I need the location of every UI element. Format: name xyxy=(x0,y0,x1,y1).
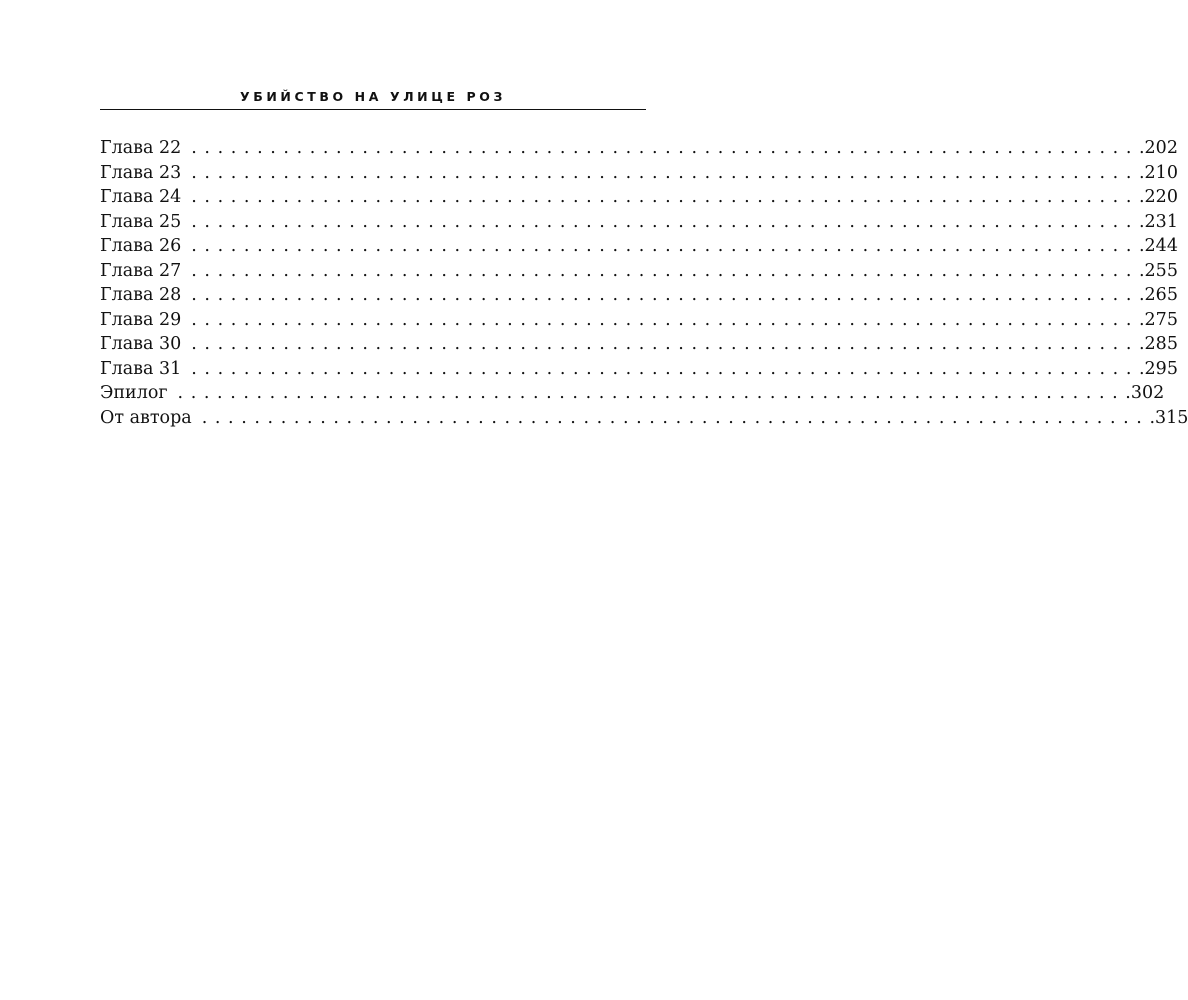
dot-leader: ........................................................................ xyxy=(191,334,1139,354)
toc-entry-label: Глава 24 xyxy=(100,187,182,207)
toc-entry-label: Эпилог xyxy=(100,383,168,403)
dot-leader: ........................................................................ xyxy=(191,138,1139,158)
toc-page-number: .231 xyxy=(1138,211,1178,232)
dot-leader: ........................................................................ xyxy=(201,407,1150,428)
toc-entry-epilogue xyxy=(100,381,1165,406)
dot-leader: ........................................................................ xyxy=(191,236,1139,256)
dot-leader: ........................................................................ xyxy=(191,162,1139,183)
dot-leader: ........................................................................ xyxy=(191,285,1139,305)
toc-entry-label: От автора xyxy=(100,407,192,428)
toc-entry-label: Глава 27 xyxy=(100,260,182,281)
book-page xyxy=(100,88,1188,430)
table-of-contents xyxy=(100,136,1188,430)
toc-page-number: .295 xyxy=(1138,358,1178,379)
toc-page-number: .210 xyxy=(1138,162,1178,183)
toc-entry-chapter-31 xyxy=(100,357,1178,382)
dot-leader: ........................................................................ xyxy=(191,187,1139,207)
toc-entry-label: Глава 31 xyxy=(100,358,182,379)
dot-leader: ........................................................................ xyxy=(177,383,1126,403)
toc-entry-label: Глава 26 xyxy=(100,236,182,256)
toc-entry-chapter-23 xyxy=(100,161,1178,186)
toc-entry-chapter-27 xyxy=(100,259,1178,284)
toc-page-number: .220 xyxy=(1138,187,1178,207)
dot-leader: ........................................................................ xyxy=(191,260,1139,281)
toc-entry-chapter-22 xyxy=(100,136,1178,161)
toc-page-number: .315 xyxy=(1149,407,1188,428)
toc-entry-label: Глава 22 xyxy=(100,138,182,158)
toc-entry-label: Глава 30 xyxy=(100,334,182,354)
toc-entry-chapter-25 xyxy=(100,210,1178,235)
toc-page-number: .275 xyxy=(1138,309,1178,330)
toc-entry-chapter-30 xyxy=(100,332,1178,357)
toc-entry-chapter-29 xyxy=(100,308,1178,333)
toc-entry-chapter-24 xyxy=(100,185,1178,210)
dot-leader: ........................................................................ xyxy=(191,309,1139,330)
toc-entry-chapter-26 xyxy=(100,234,1178,259)
toc-page-number: .202 xyxy=(1138,138,1178,158)
toc-page-number: .244 xyxy=(1138,236,1178,256)
toc-page-number: .265 xyxy=(1138,285,1178,305)
toc-entry-label: Глава 28 xyxy=(100,285,182,305)
toc-page-number: .302 xyxy=(1125,383,1165,403)
toc-entry-chapter-28 xyxy=(100,283,1178,308)
dot-leader: ........................................................................ xyxy=(191,358,1139,379)
toc-entry-label: Глава 29 xyxy=(100,309,182,330)
toc-entry-author-note xyxy=(100,406,1188,431)
toc-entry-label: Глава 23 xyxy=(100,162,182,183)
toc-entry-label: Глава 25 xyxy=(100,211,182,232)
toc-page-number: .285 xyxy=(1138,334,1178,354)
dot-leader: ........................................................................ xyxy=(191,211,1139,232)
running-head: УБИЙСТВО НА УЛИЦЕ РОЗ xyxy=(100,88,646,110)
toc-page-number: .255 xyxy=(1138,260,1178,281)
